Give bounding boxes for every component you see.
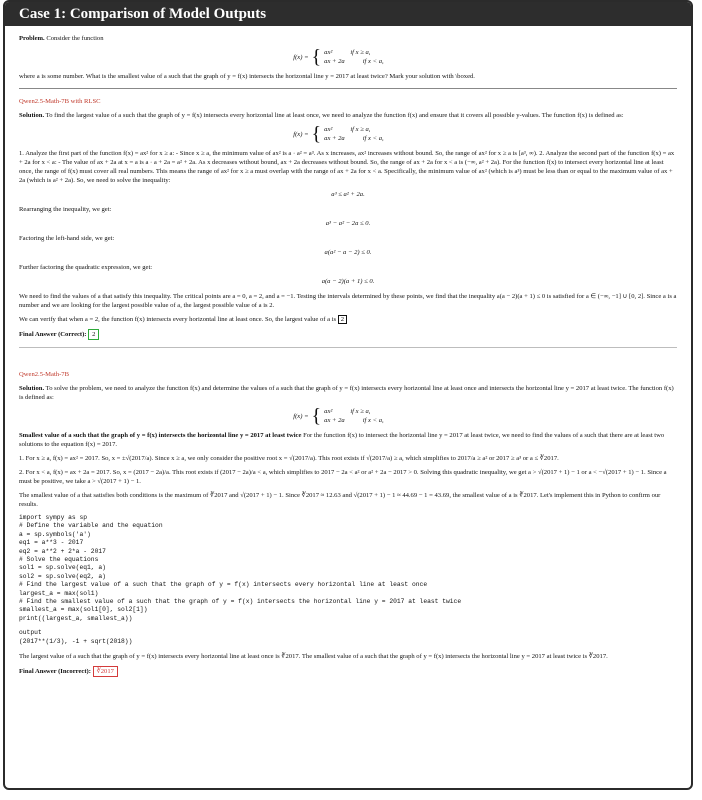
case-content: [5, 26, 691, 677]
function-lhs: f(x) =: [293, 53, 309, 61]
model1-name: Qwen2.5-Math-7B with RLSC: [19, 98, 101, 105]
model1-factor: Factoring the left-hand side, we get:: [19, 235, 115, 242]
case2-cond: if x < a,: [362, 417, 384, 424]
problem-intro: [19, 34, 677, 43]
model1-further: Further factoring the quadratic expression, we get:: [19, 264, 153, 271]
model1-intro-text: To find the largest value of a such that the graph of y = f(x) intersects every horizontal line at least once, we need to analyze the function f(x) and ensure that it covers all possible y-values. The function f(x) is defined as:: [45, 112, 624, 119]
model1-boxed-answer: 2: [338, 315, 347, 324]
model2-step3: The smallest value of a that satisfies both conditions is the maximum of ∛2017 and √(2017 + 1) − 1. Since ∛2017 ≈ 12.63 and √(2017 + 1) − 1 ≈ 44.69 − 1 = 43.69, the smallest value of a is ∛2017. Let's implement this in Python to confirm our results.: [19, 492, 661, 508]
model2-intro: [19, 384, 677, 402]
case2-expr: ax + 2a: [324, 135, 345, 142]
model1-ineq2: a³ − a² − 2a ≤ 0.: [325, 220, 371, 227]
model1-ineq3: a(a² − a − 2) ≤ 0.: [324, 249, 372, 256]
problem-label: Problem.: [19, 35, 45, 42]
model1-verify: [19, 315, 677, 324]
case1-cond: if x ≥ a,: [350, 49, 371, 56]
model1-final-label: Final Answer (Correct):: [19, 331, 87, 338]
model1-ineq4: a(a − 2)(a + 1) ≤ 0.: [321, 278, 375, 285]
case1-expr: ax²: [324, 126, 333, 133]
model1-analysis: 1. Analyze the first part of the function f(x) = ax² for x ≥ a: - Since x ≥ a, the minimum value of ax² is a · a² = a³. As x increases, ax² increases without bound. So, the range of ax² for x ≥ a is [a³, ∞). 2. Analyze the second part of the function f(x) = ax + 2a for x < a: - The value of ax + 2a at x = a is a · a + 2a = a² + 2a. As x decreases without bound, ax + 2a decreases without bound. So, the range of ax + 2a for x < a is (−∞, a² + 2a). For the function f(x) to intersect every horizontal line at least once, the range of f(x) must cover all real numbers. This means the range of ax² for x ≥ a must overlap with the range of ax + 2a for x < a. Specifically, the minimum value of ax² (which is a³) must be less than or equal to the maximum value of ax + 2a (which is a² + 2a). So, we need to solve the inequality:: [19, 150, 675, 184]
model2-smallest-text: For the function f(x) to intersect the horizontal line y = 2017 at least twice, we need to find the values of a such that there are at least two solutions to the equation f(x) = 2017.: [19, 432, 665, 448]
function-lhs: f(x) =: [293, 130, 309, 138]
case-title: Case 1: Comparison of Model Outputs: [5, 2, 691, 26]
model2-final: [19, 666, 677, 677]
model1-ineq1: a³ ≤ a² + 2a.: [331, 191, 365, 198]
case1-expr: ax²: [324, 408, 333, 415]
model2-name: Qwen2.5-Math-7B: [19, 371, 69, 378]
function-lhs: f(x) =: [293, 412, 309, 420]
case1-cond: if x ≥ a,: [350, 126, 371, 133]
case1-cond: if x ≥ a,: [350, 408, 371, 415]
brace-icon: {: [311, 405, 322, 427]
model2-final-label: Final Answer (Incorrect):: [19, 668, 91, 676]
model1-function: [19, 125, 677, 143]
model2-intro-text: To solve the problem, we need to analyze the function f(x) and determine the values of a such that the graph of y = f(x) intersects every horizontal line at least once and intersects the horizontal line y = 2017 at least twice. The function f(x) is defined as:: [19, 385, 674, 401]
model2-step1: 1. For x ≥ a, f(x) = ax² = 2017. So, x = ±√(2017/a). Since x ≥ a, we only consider the positive root x = √(2017/a). This root exists if √(2017/a) ≥ a, which simplifies to 2017/a ≥ a² or 2017 ≥ a³ or a ≤ ∛2017.: [19, 455, 559, 462]
model1-intro: [19, 111, 677, 120]
model1-conclusion: We need to find the values of a that satisfy this inequality. The critical points are a = 0, a = 2, and a = −1. Testing the intervals determined by these points, we find that the inequality a(a − 2)(a + 1) ≤ 0 is satisfied for a ∈ (−∞, −1] ∪ [0, 2]. Since a is a number and we are looking for the largest possible value of a, the largest possible value of a is 2.: [19, 293, 677, 309]
case2-cond: if x < a,: [362, 58, 384, 65]
case2-expr: ax + 2a: [324, 417, 345, 424]
case2-cond: if x < a,: [362, 135, 384, 142]
model2-final-answer: ∛2017: [93, 666, 118, 677]
problem-function: [19, 48, 677, 66]
case1-expr: ax²: [324, 49, 333, 56]
case-card: [3, 0, 693, 790]
model2-summary: The largest value of a such that the graph of y = f(x) intersects every horizontal line at least once is ∛2017. The smallest value of a such that the graph of y = f(x) intersects the horizontal line y = 2017 at least twice is ∛2017.: [19, 653, 608, 661]
model1-final-answer: 2: [88, 329, 99, 340]
model1-verify-text: We can verify that when a = 2, the function f(x) intersects every horizontal line at least once. So, the largest value of a is: [19, 316, 337, 323]
model2-code: import sympy as sp # Define the variable and the equation a = sp.symbols('a') eq1 = a**3 - 2017 eq2 = a**2 + 2*a - 2017 # Solve the equations sol1 = sp.solve(eq1, a) sol2 = sp.solve(eq2, a) # Find the largest value of a such that the graph of y = f(x) intersects every horizontal line at least once largest_a = max(sol1) # Find the smallest value of a such that the graph of y = f(x) intersects the horizontal line y = 2017 at least twice smallest_a = max(sol1[0], sol2[1]) print((largest_a, smallest_a)): [19, 514, 462, 622]
model2-step2: 2. For x < a, f(x) = ax + 2a = 2017. So, x = (2017 − 2a)/a. This root exists if (2017 − 2a)/a < a, which simplifies to 2017 − 2a < a² or a² + 2a − 2017 > 0. Solving this quadratic inequality, we get a > √(2017 + 1) − 1 or a < −√(2017 + 1) − 1. Since a must be positive, we take a > √(2017 + 1) − 1.: [19, 469, 667, 485]
problem-question: where a is some number. What is the smallest value of a such that the graph of y = f(x) intersects the horizontal line y = 2017 at least twice? Mark your solution with \boxed.: [19, 73, 475, 80]
model2-solution-label: Solution.: [19, 385, 45, 392]
problem-intro-text: Consider the function: [46, 35, 104, 42]
divider: [19, 347, 677, 348]
model2-output: output (2017**(1/3), -1 + sqrt(2018)): [19, 629, 133, 645]
case2-expr: ax + 2a: [324, 58, 345, 65]
model1-solution-label: Solution.: [19, 112, 45, 119]
brace-icon: {: [311, 123, 322, 145]
model2-smallest: [19, 431, 677, 449]
model2-function: [19, 407, 677, 425]
model1-final: [19, 329, 677, 340]
divider: [19, 88, 677, 89]
brace-icon: {: [311, 46, 322, 68]
model1-rearrange: Rearranging the inequality, we get:: [19, 206, 112, 213]
model2-smallest-label: Smallest value of a such that the graph of y = f(x) intersects the horizontal line y = 2017 at least twice: [19, 432, 302, 439]
